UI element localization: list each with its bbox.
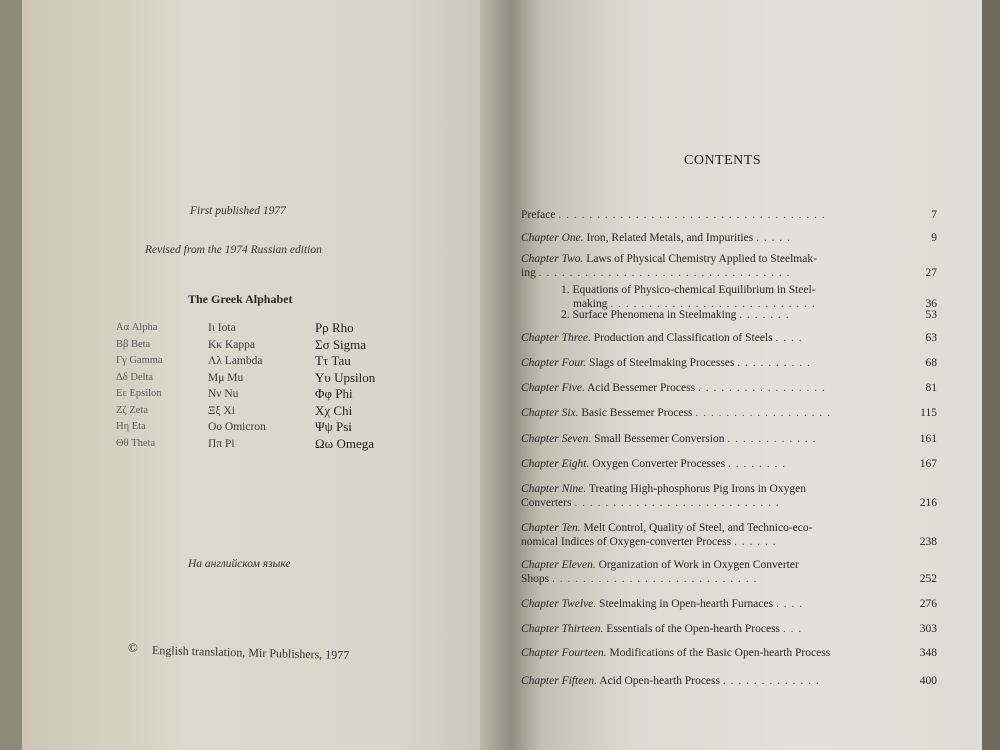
toc-entry: Chapter Three. Production and Classification of Steels . . . . 63	[521, 332, 937, 344]
toc-title: Laws of Physical Chemistry Applied to Steelmak-	[586, 253, 817, 265]
greek-letter: Ββ Beta	[116, 338, 151, 350]
toc-entry: Chapter Nine. Treating High-phosphorus Pig Irons in Oxygen Converters . . . . . . . . . . . . . . . . . . . . . . . . . . . 216	[521, 483, 937, 509]
toc-title: Melt Control, Quality of Steel, and Technico-eco-	[583, 522, 813, 534]
toc-chapter-label: Chapter One.	[521, 232, 584, 244]
toc-title: Slags of Steelmaking Processes	[589, 357, 735, 369]
toc-entry: Chapter Fifteen. Acid Open-hearth Process . . . . . . . . . . . . . 400	[521, 675, 937, 687]
toc-chapter-label: Chapter Eight.	[521, 458, 590, 470]
greek-letter: Θθ Theta	[116, 437, 156, 449]
toc-entry: Chapter Seven. Small Bessemer Conversion . . . . . . . . . . . . 161	[521, 433, 937, 445]
toc-page-number: 7	[931, 209, 937, 221]
right-page	[540, 0, 982, 750]
toc-page-number: 216	[919, 497, 937, 509]
greek-letter: Μμ Mu	[208, 371, 244, 384]
greek-alphabet-title: The Greek Alphabet	[188, 292, 293, 306]
greek-letter: Οο Omicron	[208, 421, 266, 433]
toc-page-number: 400	[919, 675, 937, 687]
copyright-symbol: ©	[128, 640, 138, 655]
toc-title-cont: ing	[521, 267, 536, 279]
toc-entry: Chapter Thirteen. Essentials of the Open-hearth Process . . . 303	[521, 623, 937, 635]
toc-page-number: 27	[925, 267, 937, 279]
page-edge	[982, 0, 1000, 750]
toc-title-cont: making	[573, 298, 608, 310]
toc-title: 1. Equations of Physico-chemical Equilibrium in Steel-	[561, 284, 816, 296]
greek-letter: Ππ Pi	[208, 437, 235, 450]
toc-chapter-label: Chapter Ten.	[521, 522, 581, 534]
toc-entry: Chapter One. Iron, Related Metals, and Impurities . . . . . 9	[521, 232, 937, 244]
toc-entry: Chapter Four. Slags of Steelmaking Processes . . . . . . . . . . 68	[521, 357, 937, 369]
toc-title: Organization of Work in Oxygen Converter	[598, 559, 799, 571]
greek-letter: Δδ Delta	[116, 371, 154, 383]
toc-chapter-label: Chapter Two.	[521, 253, 584, 265]
toc-page-number: 81	[925, 382, 937, 394]
toc-title: Essentials of the Open-hearth Process	[606, 623, 781, 635]
toc-page-number: 9	[931, 232, 937, 244]
greek-alphabet-column-3	[315, 320, 375, 452]
toc-page-number: 63	[925, 332, 937, 344]
greek-letter: Ωω Omega	[315, 435, 375, 451]
toc-title-cont: Converters	[521, 497, 572, 509]
toc-title: Small Bessemer Conversion	[594, 433, 725, 445]
toc-title: Acid Bessemer Process	[587, 382, 696, 394]
greek-letter: Κκ Kappa	[208, 338, 255, 351]
greek-alphabet-column-2	[208, 320, 266, 452]
toc-title: Oxygen Converter Processes	[592, 458, 726, 470]
toc-page-number: 238	[919, 536, 937, 548]
toc-page-number: 167	[919, 458, 937, 470]
greek-letter: Ττ Tau	[315, 353, 351, 368]
toc-title: Preface	[521, 209, 556, 221]
toc-entry	[521, 646, 937, 660]
toc-title: Iron, Related Metals, and Impurities	[586, 232, 754, 244]
toc-title-cont: nomical Indices of Oxygen-converter Process	[521, 536, 732, 548]
toc-subentry: 1. Equations of Physico-chemical Equilibrium in Steel- making . . . . . . . . . . . . . . . . . . . . . . . . . . . 36	[561, 284, 937, 310]
toc-page-number: 36	[925, 298, 937, 310]
toc-page-number: 276	[919, 598, 937, 610]
toc-entry: Chapter Eight. Oxygen Converter Processes . . . . . . . . 167	[521, 458, 937, 470]
toc-entry: Chapter Five. Acid Bessemer Process . . . . . . . . . . . . . . . . . 81	[521, 382, 937, 394]
toc-entry: Chapter Six. Basic Bessemer Process . . . . . . . . . . . . . . . . . . 115	[521, 407, 937, 419]
toc-subentry: 2. Surface Phenomena in Steelmaking . . . . . . . 53	[561, 309, 937, 321]
greek-letter: Ιι Iota	[208, 322, 236, 334]
greek-letter: Ρρ Rho	[315, 320, 354, 335]
toc-title: Production and Classification of Steels	[593, 332, 773, 344]
toc-chapter-label: Chapter Thirteen.	[521, 623, 604, 635]
toc-page-number: 115	[920, 407, 937, 419]
first-published-line: First published 1977	[190, 205, 286, 217]
copyright-text: English translation, Mir Publishers, 1977	[151, 643, 350, 663]
toc-page-number: 348	[919, 647, 937, 659]
toc-title: 2. Surface Phenomena in Steelmaking	[561, 309, 737, 321]
toc-chapter-label: Chapter Nine.	[521, 483, 587, 495]
toc-title-cont: Shops	[521, 573, 550, 585]
greek-letter: Ηη Eta	[116, 421, 146, 432]
toc-page-number: 161	[919, 433, 937, 445]
greek-letter: Σσ Sigma	[315, 336, 367, 352]
toc-title: Acid Open-hearth Process	[599, 675, 720, 687]
toc-chapter-label: Chapter Six.	[521, 407, 579, 419]
toc-title: Steelmaking in Open-hearth Furnaces	[599, 598, 774, 610]
toc-chapter-label: Chapter Seven.	[521, 433, 592, 445]
toc-title: Basic Bessemer Process	[581, 407, 693, 419]
greek-letter: Ξξ Xi	[208, 404, 235, 417]
toc-chapter-label: Chapter Five.	[521, 382, 585, 394]
greek-letter: Νν Nu	[208, 388, 239, 400]
greek-letter: Αα Alpha	[116, 322, 158, 333]
toc-chapter-label: Chapter Three.	[521, 332, 591, 344]
toc-entry: Chapter Ten. Melt Control, Quality of Steel, and Technico-eco- nomical Indices of Oxygen-converter Process . . . . . . 238	[521, 522, 937, 548]
greek-letter: Λλ Lambda	[208, 355, 263, 367]
greek-letter: Γγ Gamma	[116, 355, 163, 366]
toc-entry: Chapter Eleven. Organization of Work in Oxygen Converter Shops . . . . . . . . . . . . . . . . . . . . . . . . . . . 252	[521, 559, 937, 585]
toc-chapter-label: Chapter Fourteen.	[521, 647, 607, 659]
toc-entry: Chapter Twelve. Steelmaking in Open-hearth Furnaces . . . . 276	[521, 598, 937, 610]
toc-entry: Chapter Two. Laws of Physical Chemistry Applied to Steelmak- ing . . . . . . . . . . . . . . . . . . . . . . . . . . . . . . . . . 27	[521, 253, 937, 279]
toc-chapter-label: Chapter Fifteen.	[521, 675, 598, 687]
greek-letter: Υυ Upsilon	[315, 369, 376, 385]
greek-letter: Ζζ Zeta	[116, 404, 149, 416]
toc-page-number: 303	[919, 623, 937, 635]
revised-from-line: Revised from the 1974 Russian edition	[145, 244, 322, 256]
greek-letter: Φφ Phi	[315, 386, 353, 401]
language-note: На английском языке	[188, 558, 291, 570]
toc-chapter-label: Chapter Four.	[521, 357, 587, 369]
greek-letter: Εε Epsilon	[116, 388, 162, 399]
toc-title: Modifications of the Basic Open-hearth Process	[609, 647, 831, 659]
greek-alphabet-column-1	[116, 320, 163, 452]
greek-letter: Ψψ Psi	[315, 419, 352, 434]
toc-chapter-label: Chapter Eleven.	[521, 559, 596, 571]
toc-entry: Preface . . . . . . . . . . . . . . . . . . . . . . . . . . . . . . . . . . . 7	[521, 209, 937, 221]
toc-page-number: 53	[925, 309, 937, 321]
toc-chapter-label: Chapter Twelve.	[521, 598, 597, 610]
greek-letter: Χχ Chi	[315, 402, 353, 418]
contents-title: CONTENTS	[684, 153, 762, 168]
toc-page-number: 252	[919, 573, 937, 585]
toc-title: Treating High-phosphorus Pig Irons in Oxygen	[588, 483, 806, 495]
toc-page-number: 68	[925, 357, 937, 369]
